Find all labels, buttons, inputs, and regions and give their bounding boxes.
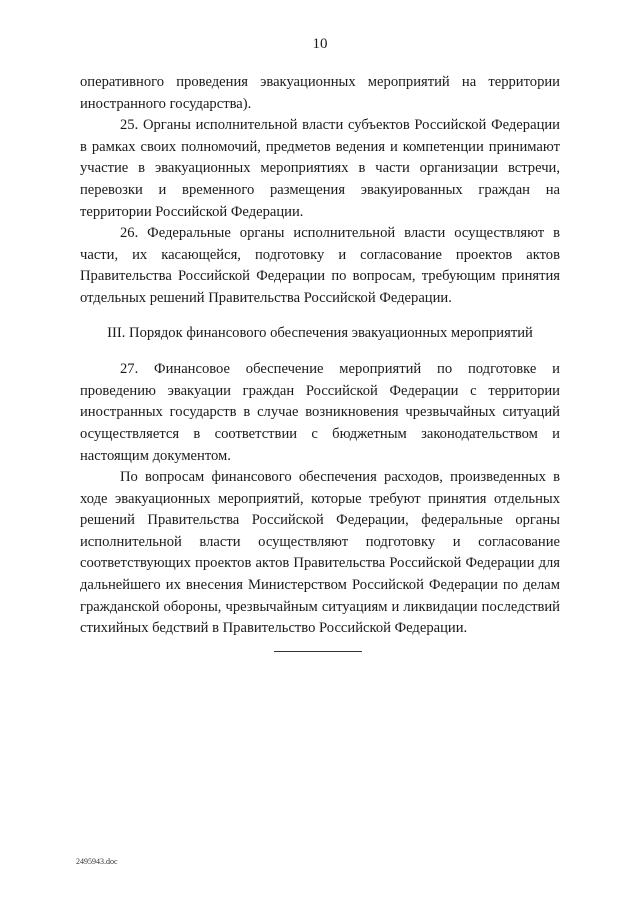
section-heading: III. Порядок финансового обеспечения эвакуационных мероприятий: [107, 324, 533, 341]
footer-doc-id: 2495943.doc: [76, 857, 118, 866]
end-separator-line: [274, 651, 362, 652]
paragraph-28: По вопросам финансового обеспечения расходов, произведенных в ходе эвакуационных мероприятий, которые требуют принятия отдельных решений Правительства Российской Федерации, федеральные органы исполнительной власти осуществляют подготовку и согласование соответствующих проектов актов Правительства Российской Федерации для дальнейшего их внесения Министерством Российской Федерации по делам гражданской обороны, чрезвычайным ситуациям и ликвидации последствий стихийных бедствий в Правительство Российской Федерации.: [80, 469, 560, 637]
paragraph-27: 27. Финансовое обеспечение мероприятий по подготовке и проведению эвакуации граждан Российской Федерации с территории иностранных государств в случае возникновения чрезвычайных ситуаций осуществляется в соответствии с бюджетным законодательством и настоящим документом.: [80, 361, 560, 464]
document-body: [80, 72, 560, 640]
paragraph-continuation: оперативного проведения эвакуационных мероприятий на территории иностранного государства).: [80, 74, 560, 112]
paragraph-26: 26. Федеральные органы исполнительной власти осуществляют в части, их касающейся, подготовку и согласование проектов актов Правительства Российской Федерации по вопросам, требующим принятия отдельных решений Правительства Российской Федерации.: [80, 225, 560, 306]
paragraph-25: 25. Органы исполнительной власти субъектов Российской Федерации в рамках своих полномочий, предметов ведения и компетенции принимают участие в эвакуационных мероприятиях в части организации встречи, перевозки и временного размещения эвакуированных граждан на территории Российской Федерации.: [80, 117, 560, 220]
page-number: 10: [312, 36, 328, 52]
